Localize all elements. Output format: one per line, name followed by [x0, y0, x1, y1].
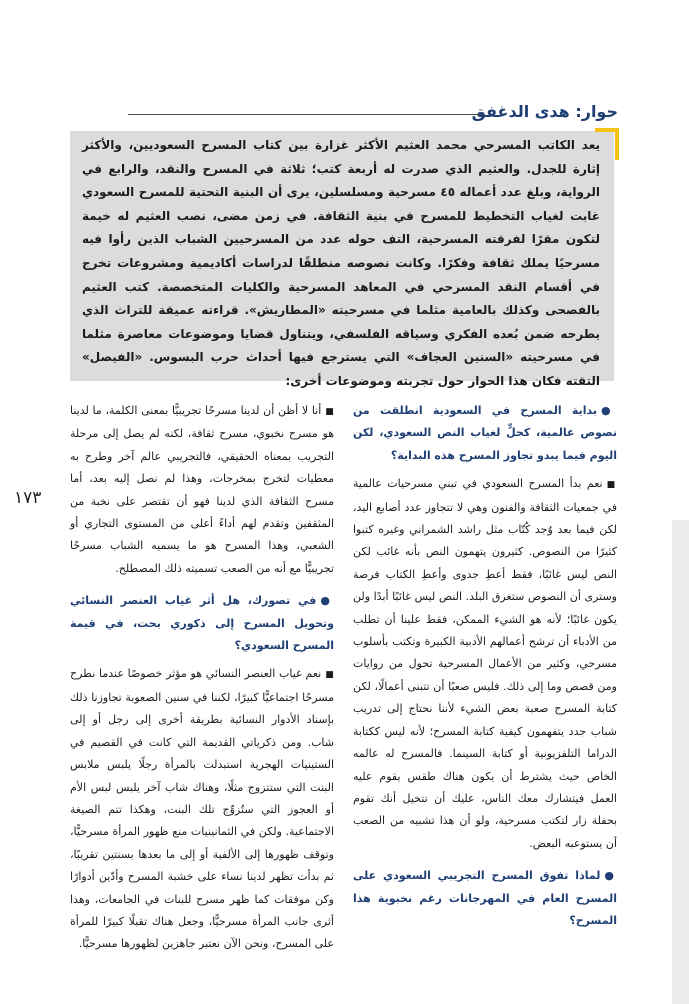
bullet-square-icon: ■	[325, 407, 334, 417]
question-1-text: بداية المسرح في السعودية انطلقت من نصوص عالمية، كحلٍّ لغياب النص السعودي، لكن اليوم فيما يبدو تجاوز المسرح هذه البداية؟	[353, 404, 617, 462]
column-left	[70, 400, 334, 966]
answer-1	[353, 473, 617, 855]
byline: حوار: هدى الدغفق	[471, 102, 618, 121]
question-3-text: في تصورك، هل أثر غياب العنصر النسائي وتحويل المسرح إلى ذكوري بحت، في قيمة المسرح السعودي؟	[70, 594, 334, 653]
bullet-circle-icon: ●	[320, 594, 334, 608]
intro-body: الكاتب المسرحي محمد العثيم الأكثر غزارة بين كتاب المسرح السعوديين، والأكثر إثارة للجدل. والعثيم الذي صدرت له أربعة كتب؛ ثلاثة في المسرح والنقد، والرابع في الرواية، وبلغ عدد أعماله ٤٥ مسرحية ومسلسلين، يرى أن البنية التحتية للمسرح السعودي غابت لغياب التخطيط للمسرح في بنية الثقافة. في زمن مضى، نصب العثيم له خيمة لتكون مقرًا لفرقته المسرحية، التف حوله عدد من المسرحيين الشباب الذين رأوا فيه مسرحيًا يملك ثقافة وفكرًا. وكانت نصوصه منطلقًا لدراسات أكاديمية ومشروعات تخرج في أقسام النقد المسرحي في المعاهد المسرحية والكليات المتخصصة. كتب العثيم بالفصحى وكذلك بالعامية مثلما في مسرحيته «المطاريش». قراءته عميقة للتراث الذي يطرحه ضمن بُعده الفكري وسياقه الفلسفي، ويتناول قضايا وموضوعات معاصرة مثلما في مسرحيته «السنين العجاف» التي يسترجع فيها أحداث حرب البسوس. «الفيصل» التقته فكان هذا الحوار حول تجربته وموضوعات أخرى:	[82, 138, 600, 388]
answer-3	[70, 663, 334, 955]
bullet-square-icon: ■	[606, 480, 617, 491]
bullet-square-icon: ■	[325, 670, 334, 681]
question-3	[70, 590, 334, 657]
page-number: ١٧٣	[14, 488, 42, 508]
bullet-circle-icon: ●	[600, 404, 617, 417]
intro-lead-word: يعد	[581, 138, 600, 152]
top-band	[0, 0, 689, 86]
header-rule	[128, 114, 483, 115]
answer-2	[70, 400, 334, 580]
accent-bracket-vertical	[615, 128, 619, 160]
intro-paragraph	[82, 134, 600, 394]
question-1	[353, 400, 617, 467]
right-margin-panel	[672, 520, 689, 1004]
column-right	[353, 400, 617, 938]
bullet-circle-icon: ●	[604, 869, 617, 883]
answer-2-text: أنا لا أظن أن لدينا مسرحًا تجريبيًّا بمعنى الكلمة، ما لدينا هو مسرح نخبوي، مسرح ثقافة، لكنه لم يصل إلى مرحلة التجريب بمعناه الحقيقي، فالتجريبي عالم آخر وطرح به معطيات لتخرج بمخرجات، وهذا لم نصل إليه بعد، أما مسرح الثقافة الذي لدينا فهو أن تقتصر على نخبة من المثقفين وتقدم لهم أداءً أعلى من المستوى التجاري أو الشعبي، وهذا المسرح هو ما يسميه الشباب مسرحًا تجريبيًّا مع أنه من الصعب تسميته ذلك المصطلح.	[70, 404, 334, 575]
answer-3-text: نعم غياب العنصر النسائي هو مؤثر خصوصًا عندما نطرح مسرحًا اجتماعيًّا كبيرًا، لكننا في سنين الصعوبة تجاوزنا ذلك بإسناد الأدوار النسائية بطريقة أخرى إلى رجل أو إلى شاب. ومن ذكرياتي القديمة التي كانت في القصيم في الستينيات الهجرية استبدلت بالمرأة رجلًا يلبس ملابس البنت التي ستتزوج مثلًا، وهناك شاب آخر يلبس لبس الأم أو العجوز التي ستُزوِّج تلك البنت، وهكذا تتم الصيغة الاجتماعية. ولكن في الثمانينيات منع ظهور المرأة مسرحيًّا، وتوقف ظهورها إلى الألفية أو إلى ما بعدها بسنتين تقريبًا، ثم بدأت تظهر لدينا نساء على خشبة المسرح وأدّين أدوارًا وكن موفقات كما ظهر مسرح للبنات في الجامعات، وهذا أثرى جانب المرأة مسرحيًّا، وجعل هناك تقبلًا كبيرًا للمرأة على المسرح، ونحن الآن نعتبر جاهزين لظهورها مسرحيًّا.	[70, 667, 334, 951]
answer-1-text: نعم بدأ المسرح السعودي في تبني مسرحيات عالمية في جمعيات الثقافة والفنون وهي لا تتجاوز عدد أصابع اليد، لكن فيما بعد وُجد كُتّاب مثل راشد الشمراني وغيره كتبوا كثيرًا من النصوص. كثيرون يتهمون النص بأنه غائب لكن النص ليس غائبًا، فقط أعطِ جدوى وأعطِ الكتاب فرصة وسترى أن النصوص ستغرق البلد. النص ليس غائبًا أبدًا ولن يكون غائبًا؛ لأنه هو الشيء الممكن، فقط علينا أن تطلب من الأدباء أن ترشح أعمالهم الأدبية الكبيرة وتكتب بأسلوب مسرحي، وكثير من الأعمال المسرحية تحول من روايات ومن قصص وما إلى ذلك. فليس صعبًا أن تتبنى أعمالًا، لكن كتابة المسرح صعبة بعض الشيء لأننا نحتاج إلى تدريب شباب جدد يتفهمون كيفية كتابة المسرح؛ لأنه ليس ككتابة الدراما التلفزيونية أو كتابة السينما. فالمسرح له عالمه الخاص حيث يشترط أن يكون هناك طقس يقوم عليه العمل فيتشارك معك الناس، عليك أن تتخيل أنك تقوم بحفلة زار لتكتب مسرحية، ولو أن هذا تشبيه من الصعب أن يستوعبه البعض.	[353, 477, 617, 850]
question-2	[353, 865, 617, 932]
question-2-text: لماذا تفوق المسرح التجريبي السعودي على المسرح العام في المهرجانات رغم نخبوية هذا المسرح؟	[353, 869, 617, 927]
